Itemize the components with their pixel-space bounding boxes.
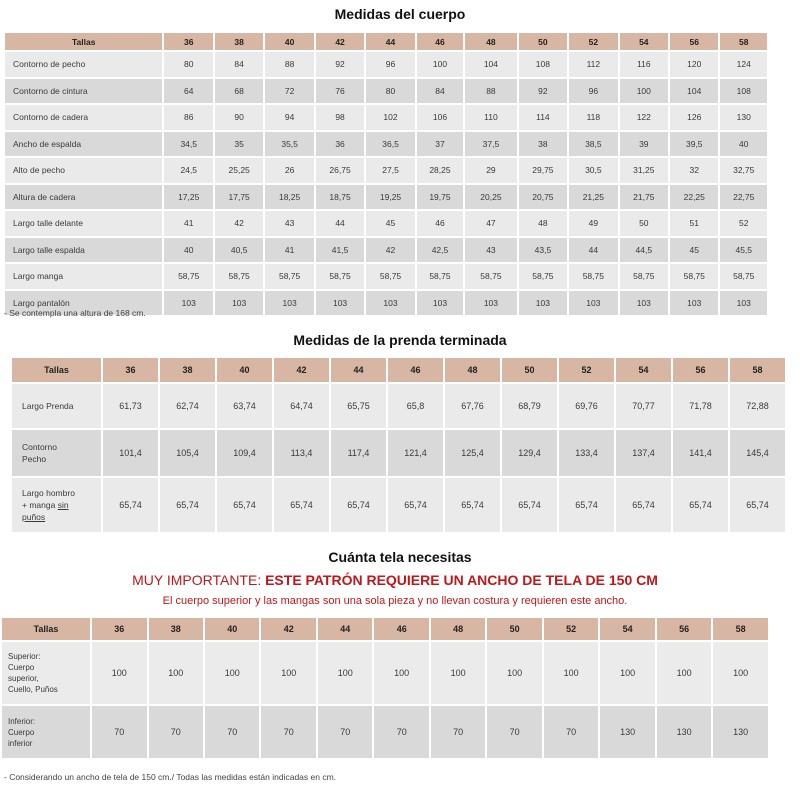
size-header-48: 48 bbox=[445, 358, 500, 382]
size-header-52: 52 bbox=[544, 618, 598, 640]
table-cell: 41 bbox=[164, 211, 212, 236]
table-cell: 100 bbox=[487, 642, 541, 704]
table-cell: 65,74 bbox=[217, 478, 272, 532]
row-label: Largo pantalón bbox=[5, 291, 162, 316]
table-cell: 70 bbox=[544, 706, 598, 758]
table-cell: 32 bbox=[670, 158, 718, 183]
table-cell: 39 bbox=[620, 132, 668, 157]
table-cell: 61,73 bbox=[103, 384, 158, 428]
table-cell: 117,4 bbox=[331, 430, 386, 476]
table-cell: 62,74 bbox=[160, 384, 215, 428]
table-cell: 103 bbox=[569, 291, 617, 316]
table-cell: 21,75 bbox=[620, 185, 668, 210]
table-cell: 141,4 bbox=[673, 430, 728, 476]
table-cell: 100 bbox=[620, 79, 668, 104]
table-cell: 65,74 bbox=[502, 478, 557, 532]
size-header-58: 58 bbox=[713, 618, 768, 640]
size-header-52: 52 bbox=[569, 33, 617, 50]
table-cell: 130 bbox=[600, 706, 654, 758]
row-label bbox=[2, 642, 90, 704]
table-cell: 65,74 bbox=[388, 478, 443, 532]
table-cell: 130 bbox=[720, 105, 767, 130]
table-cell: 64 bbox=[164, 79, 212, 104]
table-cell: 103 bbox=[265, 291, 313, 316]
table-cell: 113,4 bbox=[274, 430, 329, 476]
table-cell: 43 bbox=[465, 238, 516, 263]
table-cell: 64,74 bbox=[274, 384, 329, 428]
size-header-50: 50 bbox=[487, 618, 541, 640]
table-cell: 92 bbox=[519, 79, 567, 104]
table-row bbox=[5, 158, 767, 183]
table-cell: 21,25 bbox=[569, 185, 617, 210]
table-cell: 65,74 bbox=[673, 478, 728, 532]
table-cell: 32,75 bbox=[720, 158, 767, 183]
table-cell: 108 bbox=[519, 52, 567, 77]
table-cell: 58,75 bbox=[670, 264, 718, 289]
table-cell: 88 bbox=[465, 79, 516, 104]
table-cell: 58,75 bbox=[620, 264, 668, 289]
table-cell: 43,5 bbox=[519, 238, 567, 263]
table-cell: 65,74 bbox=[331, 478, 386, 532]
table-cell: 103 bbox=[316, 291, 364, 316]
table-cell: 58,75 bbox=[215, 264, 263, 289]
row-label: Largo manga bbox=[5, 264, 162, 289]
size-header-36: 36 bbox=[164, 33, 212, 50]
table-cell: 80 bbox=[164, 52, 212, 77]
table-row bbox=[5, 52, 767, 77]
table-cell: 106 bbox=[417, 105, 463, 130]
row-label-line: + manga bbox=[22, 500, 56, 510]
table-cell: 114 bbox=[519, 105, 567, 130]
table-cell: 52 bbox=[720, 211, 767, 236]
size-header-42: 42 bbox=[316, 33, 364, 50]
table-cell: 110 bbox=[465, 105, 516, 130]
table-cell: 35 bbox=[215, 132, 263, 157]
table-cell: 65,74 bbox=[103, 478, 158, 532]
table-cell: 20,25 bbox=[465, 185, 516, 210]
table-cell: 38,5 bbox=[569, 132, 617, 157]
table-cell: 137,4 bbox=[616, 430, 671, 476]
table-cell: 100 bbox=[713, 642, 768, 704]
table-cell: 65,74 bbox=[730, 478, 785, 532]
table-row bbox=[12, 478, 785, 532]
size-header-56: 56 bbox=[670, 33, 718, 50]
size-header-50: 50 bbox=[502, 358, 557, 382]
table-cell: 17,25 bbox=[164, 185, 212, 210]
table-cell: 70 bbox=[149, 706, 203, 758]
table-cell: 18,25 bbox=[265, 185, 313, 210]
row-label bbox=[12, 384, 101, 428]
size-header-46: 46 bbox=[417, 33, 463, 50]
table-cell: 38 bbox=[519, 132, 567, 157]
table-row bbox=[5, 105, 767, 130]
table-row bbox=[2, 642, 768, 704]
table-cell: 22,75 bbox=[720, 185, 767, 210]
table-row bbox=[12, 384, 785, 428]
table-cell: 70 bbox=[205, 706, 259, 758]
table-cell: 100 bbox=[374, 642, 428, 704]
table-cell: 41,5 bbox=[316, 238, 364, 263]
height-note: - Se contempla una altura de 168 cm. bbox=[4, 308, 146, 318]
size-header-56: 56 bbox=[673, 358, 728, 382]
table-cell: 65,74 bbox=[559, 478, 614, 532]
table-cell: 58,75 bbox=[417, 264, 463, 289]
table-cell: 145,4 bbox=[730, 430, 785, 476]
table-row bbox=[5, 264, 767, 289]
tallas-header: Tallas bbox=[5, 33, 162, 50]
table-cell: 105,4 bbox=[160, 430, 215, 476]
table-cell: 70 bbox=[261, 706, 315, 758]
table-cell: 65,74 bbox=[160, 478, 215, 532]
table-cell: 101,4 bbox=[103, 430, 158, 476]
size-header-42: 42 bbox=[261, 618, 315, 640]
table-row bbox=[2, 706, 768, 758]
row-label-line: Largo hombro bbox=[22, 488, 75, 498]
size-header-44: 44 bbox=[331, 358, 386, 382]
row-label-line: Contorno bbox=[22, 442, 57, 452]
row-label bbox=[2, 706, 90, 758]
size-header-50: 50 bbox=[519, 33, 567, 50]
table-cell: 36,5 bbox=[366, 132, 414, 157]
row-label: Ancho de espalda bbox=[5, 132, 162, 157]
table-cell: 31,25 bbox=[620, 158, 668, 183]
table-cell: 58,75 bbox=[519, 264, 567, 289]
table-cell: 100 bbox=[544, 642, 598, 704]
table-cell: 100 bbox=[431, 642, 485, 704]
size-header-52: 52 bbox=[559, 358, 614, 382]
size-header-38: 38 bbox=[215, 33, 263, 50]
table-cell: 44 bbox=[569, 238, 617, 263]
row-label-line: Pecho bbox=[22, 454, 47, 464]
row-label-line: sin bbox=[57, 500, 69, 510]
table-cell: 125,4 bbox=[445, 430, 500, 476]
table-cell: 133,4 bbox=[559, 430, 614, 476]
table-cell: 126 bbox=[670, 105, 718, 130]
table-row bbox=[12, 430, 785, 476]
row-label-line: Cuerpo bbox=[8, 663, 35, 672]
table-cell: 70 bbox=[318, 706, 372, 758]
size-header-54: 54 bbox=[616, 358, 671, 382]
table-cell: 47 bbox=[465, 211, 516, 236]
table-cell: 100 bbox=[92, 642, 146, 704]
table-cell: 19,75 bbox=[417, 185, 463, 210]
table-cell: 100 bbox=[261, 642, 315, 704]
table-cell: 68,79 bbox=[502, 384, 557, 428]
size-header-48: 48 bbox=[431, 618, 485, 640]
important-text: ESTE PATRÓN REQUIERE UN ANCHO DE TELA DE 150 CM bbox=[265, 572, 658, 588]
size-header-40: 40 bbox=[217, 358, 272, 382]
table-cell: 26 bbox=[265, 158, 313, 183]
table-cell: 103 bbox=[417, 291, 463, 316]
size-header-38: 38 bbox=[149, 618, 203, 640]
size-header-40: 40 bbox=[265, 33, 313, 50]
table-cell: 20,75 bbox=[519, 185, 567, 210]
table-cell: 48 bbox=[519, 211, 567, 236]
table-cell: 45 bbox=[670, 238, 718, 263]
table-cell: 42 bbox=[215, 211, 263, 236]
table-cell: 72,88 bbox=[730, 384, 785, 428]
table-cell: 100 bbox=[657, 642, 711, 704]
table-cell: 45 bbox=[366, 211, 414, 236]
row-label-line: Inferior: bbox=[8, 716, 36, 726]
table-cell: 100 bbox=[318, 642, 372, 704]
row-label: Contorno de cadera bbox=[5, 105, 162, 130]
table-cell: 39,5 bbox=[670, 132, 718, 157]
table-cell: 41 bbox=[265, 238, 313, 263]
table-row bbox=[5, 132, 767, 157]
table-cell: 44,5 bbox=[620, 238, 668, 263]
table-cell: 112 bbox=[569, 52, 617, 77]
table-cell: 37,5 bbox=[465, 132, 516, 157]
table-header-row bbox=[12, 358, 785, 382]
table-cell: 96 bbox=[366, 52, 414, 77]
table-header-row bbox=[5, 33, 767, 50]
fabric-title: Cuánta tela necesitas bbox=[328, 549, 472, 565]
table-cell: 103 bbox=[366, 291, 414, 316]
table-row bbox=[5, 185, 767, 210]
table-cell: 109,4 bbox=[217, 430, 272, 476]
table-cell: 98 bbox=[316, 105, 364, 130]
table-cell: 104 bbox=[670, 79, 718, 104]
table-cell: 70 bbox=[92, 706, 146, 758]
table-cell: 58,75 bbox=[265, 264, 313, 289]
table-cell: 92 bbox=[316, 52, 364, 77]
table-cell: 94 bbox=[265, 105, 313, 130]
table-row bbox=[5, 79, 767, 104]
table-cell: 67,76 bbox=[445, 384, 500, 428]
row-label: Contorno de pecho bbox=[5, 52, 162, 77]
table-cell: 129,4 bbox=[502, 430, 557, 476]
table-cell: 130 bbox=[657, 706, 711, 758]
size-header-38: 38 bbox=[160, 358, 215, 382]
size-header-36: 36 bbox=[92, 618, 146, 640]
size-header-42: 42 bbox=[274, 358, 329, 382]
table-cell: 65,75 bbox=[331, 384, 386, 428]
table-cell: 45,5 bbox=[720, 238, 767, 263]
table-cell: 68 bbox=[215, 79, 263, 104]
size-header-58: 58 bbox=[720, 33, 767, 50]
table-cell: 80 bbox=[366, 79, 414, 104]
table-cell: 122 bbox=[620, 105, 668, 130]
table-cell: 96 bbox=[569, 79, 617, 104]
size-header-44: 44 bbox=[318, 618, 372, 640]
table-cell: 18,75 bbox=[316, 185, 364, 210]
table-cell: 43 bbox=[265, 211, 313, 236]
table-cell: 70,77 bbox=[616, 384, 671, 428]
table-cell: 72 bbox=[265, 79, 313, 104]
table-cell: 65,74 bbox=[274, 478, 329, 532]
table-cell: 100 bbox=[149, 642, 203, 704]
table-cell: 120 bbox=[670, 52, 718, 77]
table-cell: 104 bbox=[465, 52, 516, 77]
table-cell: 103 bbox=[720, 291, 767, 316]
table-cell: 58,75 bbox=[366, 264, 414, 289]
table-cell: 70 bbox=[374, 706, 428, 758]
size-header-58: 58 bbox=[730, 358, 785, 382]
important-notice bbox=[0, 572, 790, 588]
table-header-row bbox=[2, 618, 768, 640]
row-label-line: inferior bbox=[8, 738, 33, 748]
size-header-36: 36 bbox=[103, 358, 158, 382]
table-cell: 58,75 bbox=[720, 264, 767, 289]
table-cell: 84 bbox=[215, 52, 263, 77]
table-cell: 29,75 bbox=[519, 158, 567, 183]
table-cell: 70 bbox=[487, 706, 541, 758]
table-cell: 90 bbox=[215, 105, 263, 130]
garment-measurements-title: Medidas de la prenda terminada bbox=[293, 332, 507, 348]
table-cell: 35,5 bbox=[265, 132, 313, 157]
row-label-line: Cuerpo bbox=[8, 727, 35, 737]
table-cell: 26,75 bbox=[316, 158, 364, 183]
row-label bbox=[12, 430, 101, 476]
table-cell: 44 bbox=[316, 211, 364, 236]
row-label: Largo talle espalda bbox=[5, 238, 162, 263]
table-cell: 103 bbox=[215, 291, 263, 316]
size-header-46: 46 bbox=[374, 618, 428, 640]
row-label-line: Cuello, Puños bbox=[8, 685, 58, 694]
row-label bbox=[12, 478, 101, 532]
table-cell: 40 bbox=[164, 238, 212, 263]
table-cell: 17,75 bbox=[215, 185, 263, 210]
table-cell: 65,8 bbox=[388, 384, 443, 428]
table-cell: 37 bbox=[417, 132, 463, 157]
table-cell: 51 bbox=[670, 211, 718, 236]
row-label: Contorno de cintura bbox=[5, 79, 162, 104]
table-cell: 65,74 bbox=[616, 478, 671, 532]
row-label-line: puños bbox=[22, 512, 46, 522]
garment-measurements-table bbox=[10, 356, 787, 534]
table-cell: 103 bbox=[164, 291, 212, 316]
table-cell: 121,4 bbox=[388, 430, 443, 476]
body-measurements-table bbox=[3, 31, 769, 317]
size-header-44: 44 bbox=[366, 33, 414, 50]
table-cell: 19,25 bbox=[366, 185, 414, 210]
row-label-line: Superior: bbox=[8, 652, 41, 661]
table-cell: 100 bbox=[417, 52, 463, 77]
size-header-46: 46 bbox=[388, 358, 443, 382]
table-cell: 130 bbox=[713, 706, 768, 758]
table-cell: 40 bbox=[720, 132, 767, 157]
table-cell: 22,25 bbox=[670, 185, 718, 210]
tallas-header: Tallas bbox=[12, 358, 101, 382]
table-cell: 71,78 bbox=[673, 384, 728, 428]
table-cell: 124 bbox=[720, 52, 767, 77]
table-cell: 86 bbox=[164, 105, 212, 130]
table-cell: 24,5 bbox=[164, 158, 212, 183]
table-cell: 25,25 bbox=[215, 158, 263, 183]
table-cell: 42,5 bbox=[417, 238, 463, 263]
table-cell: 40,5 bbox=[215, 238, 263, 263]
row-label-line: Largo Prenda bbox=[22, 401, 74, 411]
table-cell: 30,5 bbox=[569, 158, 617, 183]
tallas-header: Tallas bbox=[2, 618, 90, 640]
table-cell: 102 bbox=[366, 105, 414, 130]
table-cell: 103 bbox=[670, 291, 718, 316]
table-cell: 103 bbox=[519, 291, 567, 316]
row-label: Alto de pecho bbox=[5, 158, 162, 183]
table-cell: 65,74 bbox=[445, 478, 500, 532]
body-measurements-title: Medidas del cuerpo bbox=[334, 6, 466, 22]
size-header-48: 48 bbox=[465, 33, 516, 50]
size-header-40: 40 bbox=[205, 618, 259, 640]
table-cell: 28,25 bbox=[417, 158, 463, 183]
table-cell: 49 bbox=[569, 211, 617, 236]
important-subtext: El cuerpo superior y las mangas son una sola pieza y no llevan costura y requieren este ancho. bbox=[162, 595, 628, 607]
table-cell: 118 bbox=[569, 105, 617, 130]
table-cell: 46 bbox=[417, 211, 463, 236]
table-cell: 42 bbox=[366, 238, 414, 263]
table-cell: 103 bbox=[620, 291, 668, 316]
table-cell: 58,75 bbox=[569, 264, 617, 289]
table-cell: 58,75 bbox=[465, 264, 516, 289]
important-prefix: MUY IMPORTANTE: bbox=[132, 572, 262, 588]
table-cell: 103 bbox=[465, 291, 516, 316]
size-header-54: 54 bbox=[620, 33, 668, 50]
table-cell: 50 bbox=[620, 211, 668, 236]
table-row bbox=[5, 238, 767, 263]
table-cell: 36 bbox=[316, 132, 364, 157]
table-cell: 100 bbox=[600, 642, 654, 704]
table-cell: 27,5 bbox=[366, 158, 414, 183]
row-label: Largo talle delante bbox=[5, 211, 162, 236]
row-label: Altura de cadera bbox=[5, 185, 162, 210]
table-cell: 116 bbox=[620, 52, 668, 77]
table-cell: 100 bbox=[205, 642, 259, 704]
table-cell: 63,74 bbox=[217, 384, 272, 428]
table-cell: 58,75 bbox=[316, 264, 364, 289]
fabric-note: - Considerando un ancho de tela de 150 cm./ Todas las medidas están indicadas en cm. bbox=[4, 772, 337, 782]
table-cell: 58,75 bbox=[164, 264, 212, 289]
size-header-54: 54 bbox=[600, 618, 654, 640]
table-cell: 84 bbox=[417, 79, 463, 104]
table-cell: 29 bbox=[465, 158, 516, 183]
fabric-table bbox=[0, 616, 770, 760]
table-row bbox=[5, 211, 767, 236]
table-cell: 76 bbox=[316, 79, 364, 104]
table-cell: 69,76 bbox=[559, 384, 614, 428]
table-cell: 88 bbox=[265, 52, 313, 77]
size-header-56: 56 bbox=[657, 618, 711, 640]
table-cell: 70 bbox=[431, 706, 485, 758]
table-cell: 108 bbox=[720, 79, 767, 104]
row-label-line: superior, bbox=[8, 674, 39, 683]
table-cell: 34,5 bbox=[164, 132, 212, 157]
